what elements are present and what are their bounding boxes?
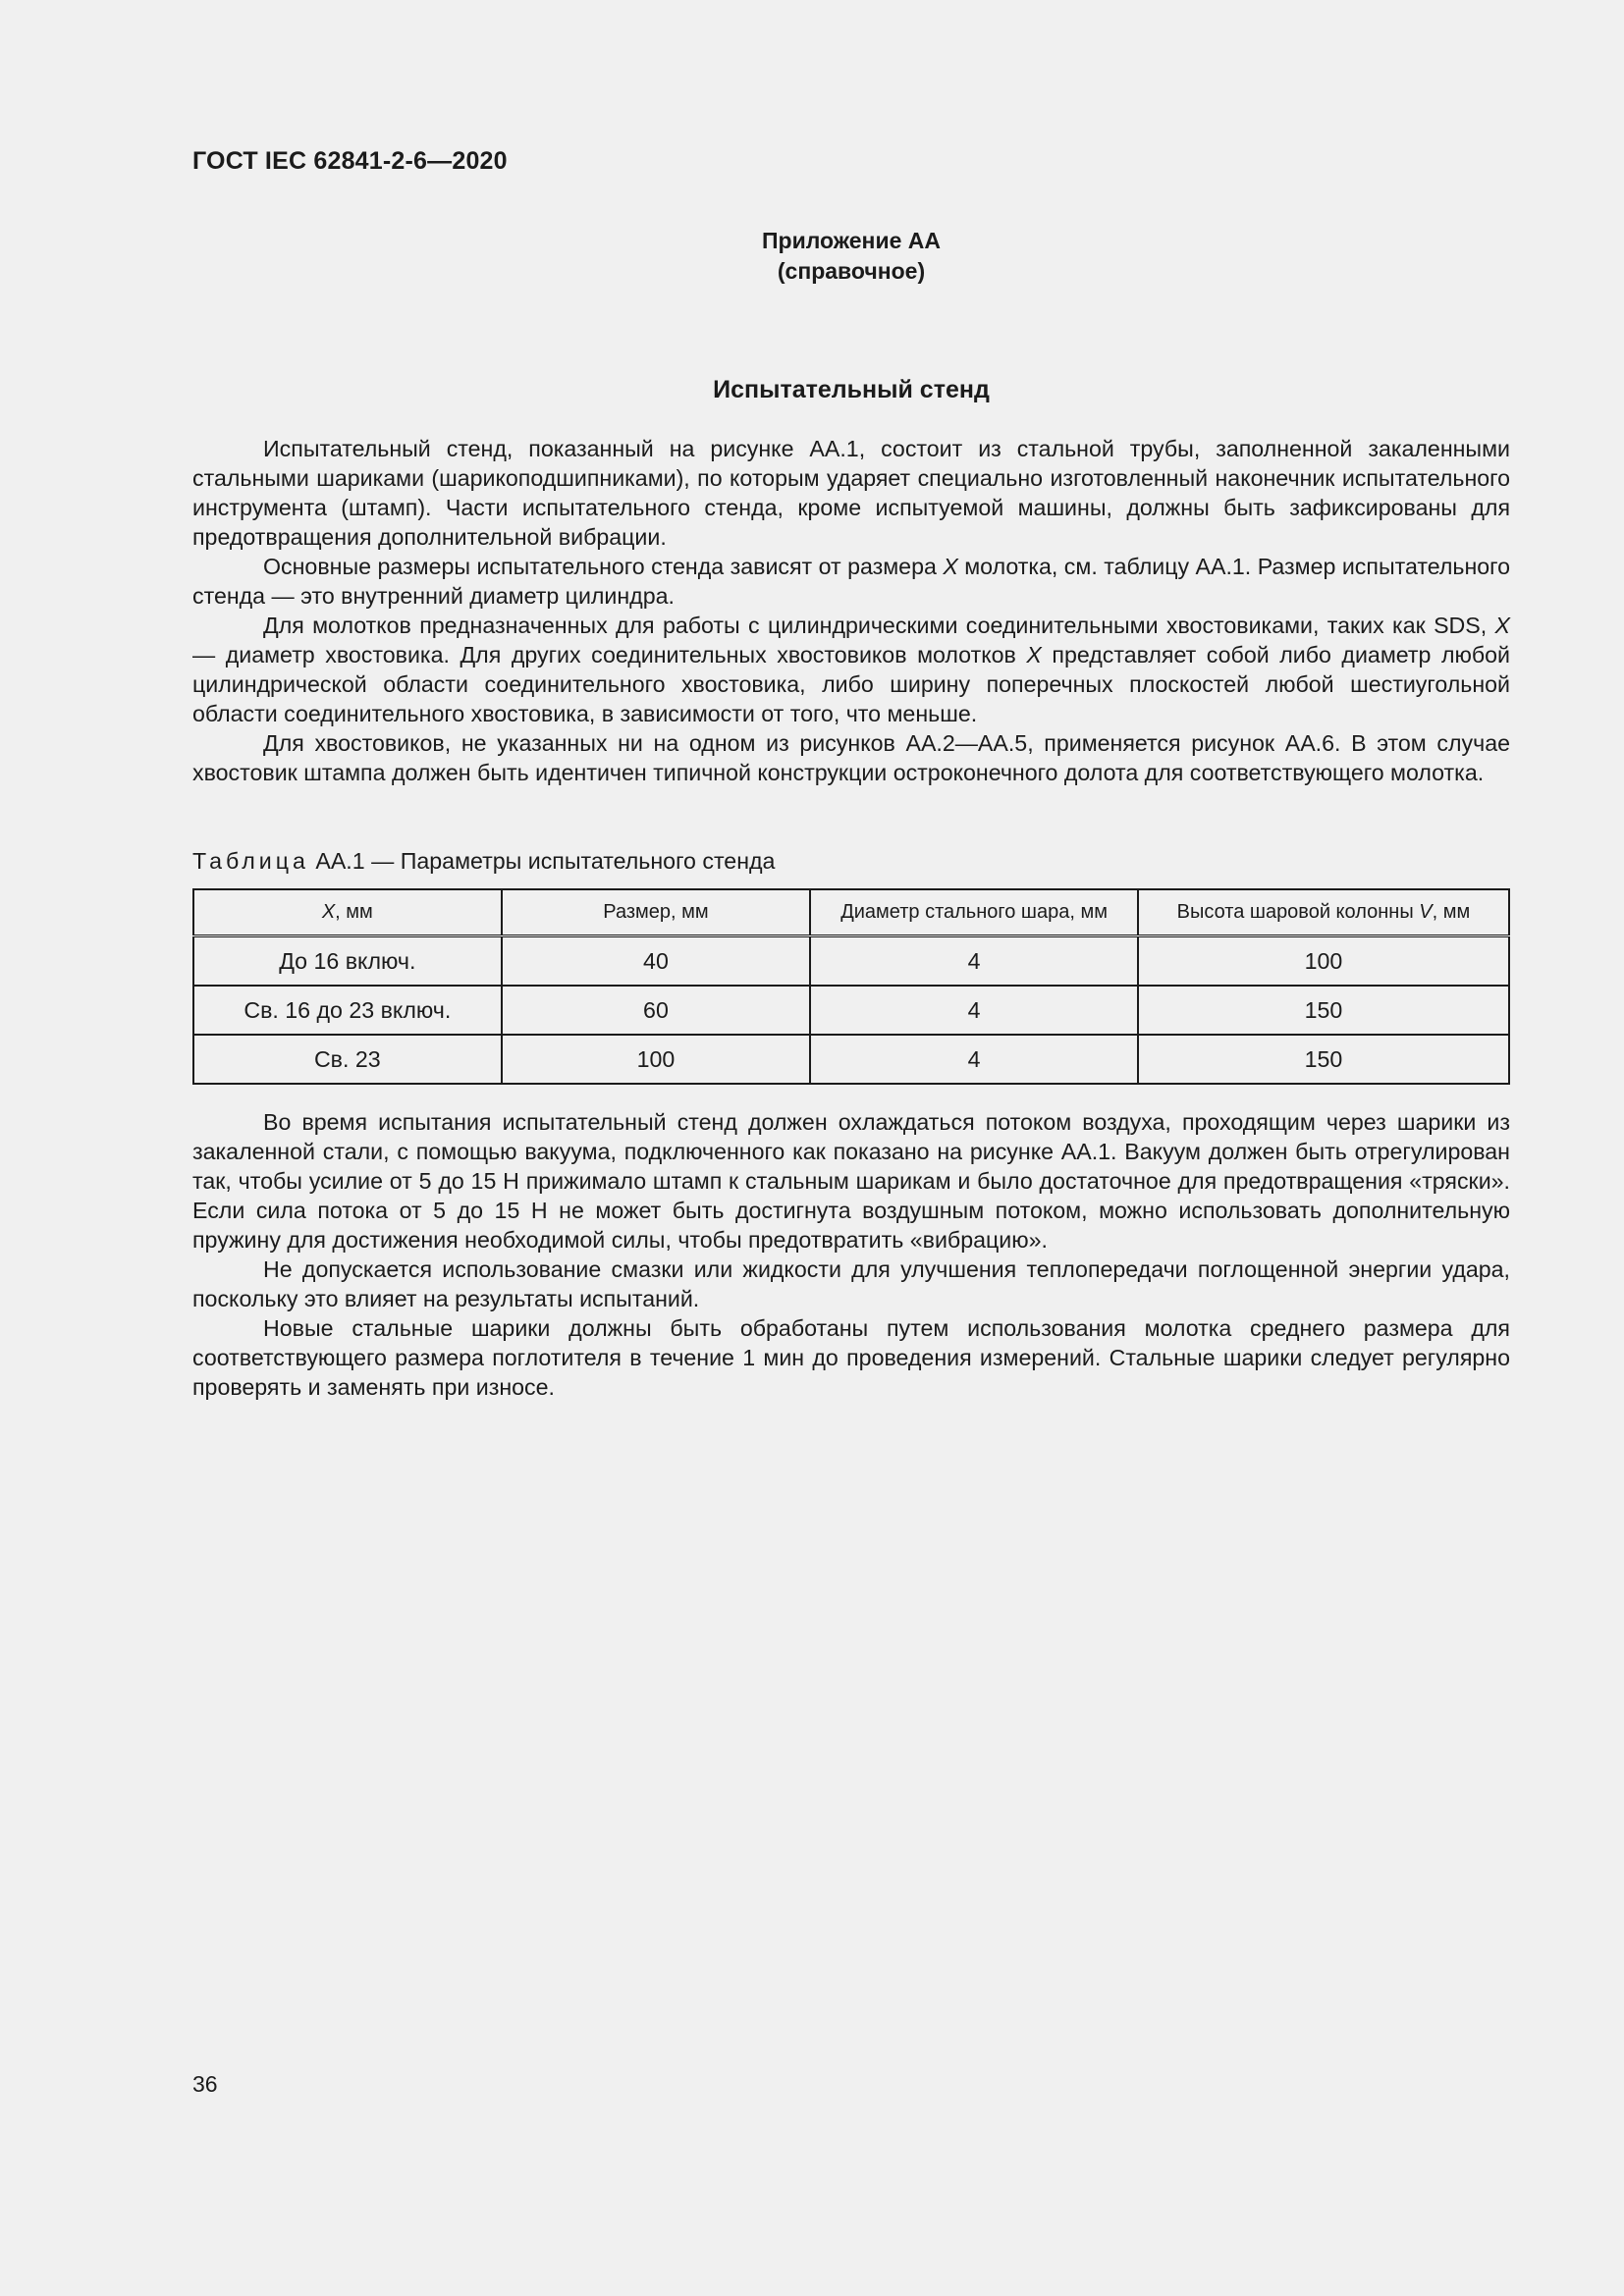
table-caption-prefix: Таблица <box>192 848 309 874</box>
table-row <box>193 1035 1509 1084</box>
paragraph-text: Основные размеры испытательного стенда зависят от размера X молотка, см. таблицу АА.1. Размер испытательного стенда — это внутренний диаметр цилиндра. <box>192 554 1510 609</box>
column-variable: X <box>321 901 336 923</box>
paragraph: Испытательный стенд, показанный на рисунке АА.1, состоит из стальной трубы, заполненной закаленными стальными шариками (шарикоподшипниками), по которым ударяет специально изготовленный наконечник испытательного инструмента (штамп). Части испытательного стенда, кроме испытуемой машины, должны быть зафиксированы для предотвращения дополнительной вибрации. <box>192 436 1510 550</box>
table-cell: 4 <box>810 936 1138 987</box>
table-cell: 60 <box>502 986 811 1035</box>
table-cell: Св. 23 <box>193 1035 502 1084</box>
table-header-row <box>193 889 1509 936</box>
variable-x: X <box>1494 613 1510 638</box>
variable-x: X <box>943 554 958 579</box>
table-cell: 150 <box>1138 986 1509 1035</box>
table-cell: 40 <box>502 936 811 987</box>
paragraph-text: Для молотков предназначенных для работы с цилиндрическими соединительными хвостовиками, таких как SDS, X — диаметр хвостовика. Для других соединительных хвостовиков молотков X представляет собой либо диаметр любой цилиндрической области соединительного хвостовика, либо ширину поперечных плоскостей любой шестиугольной области соединительного хвостовика, в зависимости от того, что меньше. <box>192 613 1511 726</box>
table-cell: 150 <box>1138 1035 1509 1084</box>
column-header-column-height <box>1138 889 1509 936</box>
table-cell: 100 <box>502 1035 811 1084</box>
paragraph: Во время испытания испытательный стенд должен охлаждаться потоком воздуха, проходящим через шарики из закаленной стали, с помощью вакуума, подключенного как показано на рисунке АА.1. Вакуум должен быть отрегулирован так, чтобы усилие от 5 до 15 Н прижимало штамп к стальным шарикам и было достаточное для предотвращения «тряски». Если сила потока от 5 до 15 Н не может быть достигнута воздушным потоком, можно использовать дополнительную пружину для достижения необходимой силы, чтобы предотвратить «вибрацию». <box>192 1109 1510 1253</box>
table-caption-text: АА.1 — Параметры испытательного стенда <box>315 848 776 874</box>
page-number: 36 <box>192 2071 218 2097</box>
column-label: , мм <box>335 901 373 923</box>
table-cell: До 16 включ. <box>193 936 502 987</box>
paragraph <box>192 611 1510 728</box>
column-variable: V <box>1419 901 1433 923</box>
body-text-before-table <box>192 434 1510 787</box>
column-header-size: Размер, мм <box>502 889 811 936</box>
table-caption <box>192 848 775 875</box>
appendix-kind: (справочное) <box>777 258 926 284</box>
column-header-ball-diameter: Диаметр стального шара, мм <box>810 889 1138 936</box>
paragraph: Не допускается использование смазки или жидкости для улучшения теплопередачи поглощенной энергии удара, поскольку это влияет на результаты испытаний. <box>192 1256 1510 1311</box>
body-text-after-table <box>192 1107 1510 1402</box>
column-label: Высота шаровой колонны <box>1176 901 1420 923</box>
table-row <box>193 986 1509 1035</box>
parameters-table <box>192 888 1510 1085</box>
table-cell: 4 <box>810 1035 1138 1084</box>
paragraph <box>192 552 1510 611</box>
appendix-heading <box>192 226 1510 287</box>
table-cell: 4 <box>810 986 1138 1035</box>
document-header: ГОСТ IEC 62841-2-6—2020 <box>192 147 508 175</box>
column-header-x <box>193 889 502 936</box>
section-title: Испытательный стенд <box>713 376 990 403</box>
table-cell: Св. 16 до 23 включ. <box>193 986 502 1035</box>
paragraph: Новые стальные шарики должны быть обработаны путем использования молотка среднего размера для соответствующего размера поглотителя в течение 1 мин до проведения измерений. Стальные шарики следует регулярно проверять и заменять при износе. <box>192 1315 1510 1400</box>
table-cell: 100 <box>1138 936 1509 987</box>
column-label: , мм <box>1432 901 1471 923</box>
variable-x: X <box>1026 642 1042 667</box>
paragraph: Для хвостовиков, не указанных ни на одном из рисунков АА.2—АА.5, применяется рисунок АА.6. В этом случае хвостовик штампа должен быть идентичен типичной конструкции остроконечного долота для соответствующего молотка. <box>192 730 1510 785</box>
table-row <box>193 936 1509 987</box>
appendix-title: Приложение АА <box>761 228 941 253</box>
